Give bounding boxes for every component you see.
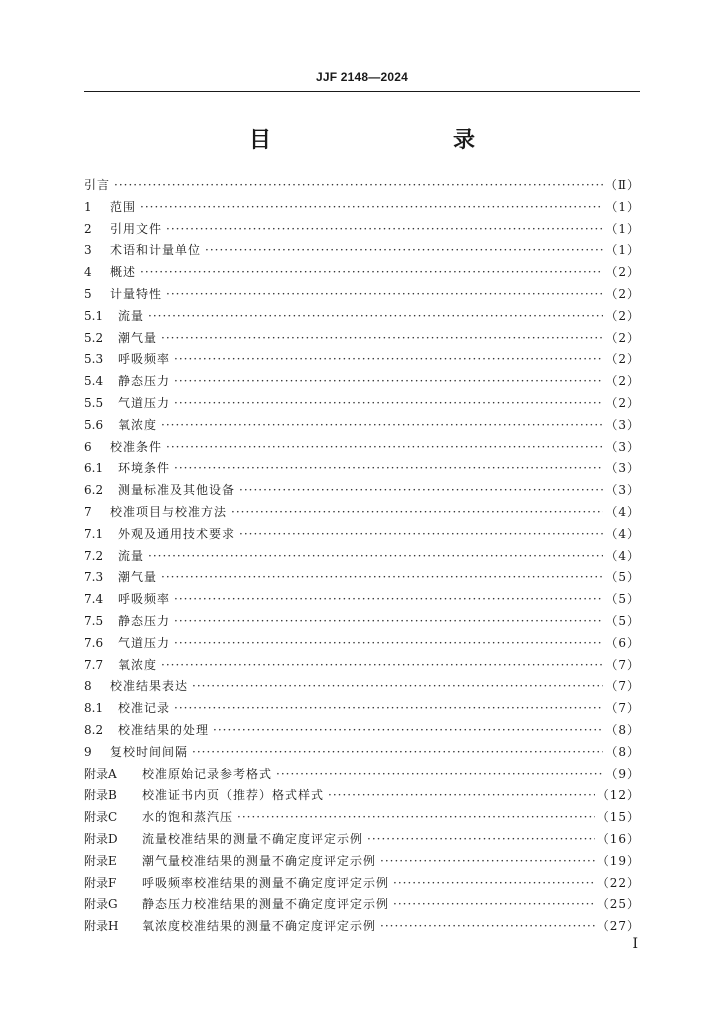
toc-dot-leader [166, 219, 603, 241]
toc-entry-number: 7.5 [84, 613, 104, 628]
toc-entry[interactable] [84, 873, 640, 895]
toc-dot-leader [161, 415, 603, 437]
toc-entry-label: 氧浓度 [118, 657, 158, 672]
toc-entry-label: 校准证书内页（推荐）格式样式 [142, 788, 325, 803]
toc-entry-page: （5） [605, 613, 640, 628]
toc-entry-page: （2） [605, 330, 640, 345]
toc-entry-page: （16） [596, 831, 640, 846]
toc-entry-number: 7.6 [84, 635, 104, 650]
toc-entry-page: （2） [605, 286, 640, 301]
toc-entry-label: 气道压力 [118, 395, 171, 410]
toc-dot-leader [114, 175, 603, 197]
toc-entry-label: 静态压力校准结果的测量不确定度评定示例 [142, 897, 390, 912]
toc-entry-label: 呼吸频率 [118, 592, 171, 607]
toc-entry-number: 2 [84, 221, 92, 236]
toc-entry-page: （7） [605, 701, 640, 716]
toc-entry-page: （3） [605, 483, 640, 498]
toc-entry-number: 7.2 [84, 548, 104, 563]
toc-entry-label: 引用文件 [110, 221, 163, 236]
toc-dot-leader [239, 524, 603, 546]
toc-dot-leader [174, 393, 603, 415]
toc-dot-leader [174, 698, 603, 720]
toc-entry-page: （2） [605, 374, 640, 389]
toc-dot-leader [239, 480, 603, 502]
toc-entry-page: （9） [605, 766, 640, 781]
toc-entry-number: 6.2 [84, 483, 104, 498]
toc-entry-page: （4） [605, 504, 640, 519]
toc-dot-leader [166, 437, 603, 459]
toc-entry-label: 潮气量 [118, 570, 158, 585]
toc-entry-number: 8.2 [84, 722, 104, 737]
toc-entry[interactable] [84, 589, 640, 611]
toc-entry-page: （22） [596, 875, 640, 890]
toc-dot-leader [380, 916, 595, 938]
toc-dot-leader [393, 873, 595, 895]
toc-entry-number: 附录D [84, 831, 118, 846]
toc-entry[interactable] [84, 306, 640, 328]
toc-entry[interactable] [84, 611, 640, 633]
toc-entry-page: （25） [596, 897, 640, 912]
toc-entry[interactable] [84, 437, 640, 459]
toc-entry[interactable] [84, 676, 640, 698]
toc-entry[interactable] [84, 502, 640, 524]
toc-entry-number: 7.4 [84, 592, 104, 607]
toc-entry[interactable] [84, 524, 640, 546]
toc-entry-number: 7.7 [84, 657, 104, 672]
toc-entry-label: 气道压力 [118, 635, 171, 650]
toc-entry-number: 附录H [84, 919, 119, 934]
header-divider [84, 91, 640, 92]
toc-entry[interactable] [84, 829, 640, 851]
toc-dot-leader [367, 829, 595, 851]
toc-entry-number: 9 [84, 744, 92, 759]
toc-entry-number: 附录E [84, 853, 117, 868]
toc-entry-label: 潮气量 [118, 330, 158, 345]
toc-entry-page: （4） [605, 548, 640, 563]
toc-entry[interactable] [84, 785, 640, 807]
toc-entry[interactable] [84, 916, 640, 938]
toc-entry[interactable] [84, 240, 640, 262]
toc-entry-page: （1） [605, 199, 640, 214]
toc-entry-label: 校准结果表达 [110, 679, 189, 694]
standard-code: JJF 2148—2024 [315, 70, 408, 84]
toc-dot-leader [192, 676, 603, 698]
toc-dot-leader [380, 851, 595, 873]
toc-entry-page: （3） [605, 461, 640, 476]
toc-entry-label: 呼吸频率校准结果的测量不确定度评定示例 [142, 875, 390, 890]
toc-entry-number: 8.1 [84, 701, 104, 716]
toc-entry-label: 计量特性 [110, 286, 163, 301]
toc-entry-label: 静态压力 [118, 613, 171, 628]
toc-dot-leader [166, 284, 603, 306]
toc-entry-page: （2） [605, 352, 640, 367]
toc-dot-leader [174, 371, 603, 393]
toc-dot-leader [140, 197, 603, 219]
toc-entry-label: 校准结果的处理 [118, 722, 210, 737]
toc-entry-label: 潮气量校准结果的测量不确定度评定示例 [142, 853, 377, 868]
toc-dot-leader [161, 328, 603, 350]
toc-entry-number: 附录G [84, 897, 118, 912]
toc-entry-label: 氧浓度校准结果的测量不确定度评定示例 [142, 919, 377, 934]
toc-entry-label: 校准条件 [110, 439, 163, 454]
toc-dot-leader [161, 567, 603, 589]
toc-entry-page: （2） [605, 308, 640, 323]
toc-entry-label: 范围 [110, 199, 137, 214]
toc-entry-number: 5.3 [84, 352, 104, 367]
toc-entry-page: （7） [605, 679, 640, 694]
toc-entry-page: （12） [596, 788, 640, 803]
toc-entry-number: 5.4 [84, 374, 104, 389]
toc-entry[interactable] [84, 546, 640, 568]
toc-dot-leader [237, 807, 595, 829]
toc-entry[interactable] [84, 480, 640, 502]
toc-entry-number: 6.1 [84, 461, 104, 476]
toc-dot-leader [205, 240, 603, 262]
toc-entry-number: 5 [84, 286, 92, 301]
toc-entry-page: （15） [596, 810, 640, 825]
toc-entry-page: （8） [605, 722, 640, 737]
toc-entry[interactable] [84, 371, 640, 393]
toc-entry[interactable] [84, 807, 640, 829]
toc-dot-leader [393, 894, 595, 916]
toc-dot-leader [192, 742, 603, 764]
toc-dot-leader [231, 502, 603, 524]
toc-dot-leader [174, 611, 603, 633]
toc-entry[interactable] [84, 633, 640, 655]
toc-entry-label: 环境条件 [118, 461, 171, 476]
toc-entry-label: 术语和计量单位 [110, 243, 202, 258]
toc-entry[interactable] [84, 764, 640, 786]
toc-entry[interactable] [84, 262, 640, 284]
toc-entry-page: （7） [605, 657, 640, 672]
toc-entry-page: （5） [605, 592, 640, 607]
toc-entry[interactable] [84, 328, 640, 350]
toc-entry-number: 3 [84, 243, 92, 258]
toc-dot-leader [276, 764, 603, 786]
toc-entry-page: （6） [605, 635, 640, 650]
page-title: 目 录 [248, 128, 521, 153]
toc-entry-page: （3） [605, 439, 640, 454]
toc-entry-number: 6 [84, 439, 92, 454]
toc-entry-page: （3） [605, 417, 640, 432]
toc-entry-label: 流量 [118, 548, 145, 563]
toc-dot-leader [161, 655, 603, 677]
toc-entry-number: 附录F [84, 875, 117, 890]
toc-entry-number: 5.6 [84, 417, 104, 432]
table-of-contents [84, 175, 640, 938]
toc-entry[interactable] [84, 655, 640, 677]
toc-entry-number: 8 [84, 679, 92, 694]
toc-entry-label: 流量 [118, 308, 145, 323]
page-number: Ⅰ [632, 936, 638, 952]
toc-entry[interactable] [84, 284, 640, 306]
toc-entry-label: 校准项目与校准方法 [110, 504, 228, 519]
toc-dot-leader [213, 720, 603, 742]
toc-entry-number: 1 [84, 199, 92, 214]
toc-dot-leader [174, 633, 603, 655]
toc-entry-number: 7.1 [84, 526, 104, 541]
toc-entry-number: 7 [84, 504, 92, 519]
toc-entry-label: 氧浓度 [118, 417, 158, 432]
toc-entry-page: （4） [605, 526, 640, 541]
toc-dot-leader [148, 306, 603, 328]
toc-dot-leader [140, 262, 603, 284]
toc-entry-label: 水的饱和蒸汽压 [142, 810, 234, 825]
toc-entry-label: 引言 [84, 178, 111, 192]
toc-entry[interactable] [84, 415, 640, 437]
toc-entry-label: 测量标准及其他设备 [118, 483, 236, 498]
toc-entry-number: 附录A [84, 766, 117, 781]
toc-entry-page: （2） [605, 395, 640, 410]
toc-entry-label: 概述 [110, 265, 137, 280]
toc-entry[interactable] [84, 349, 640, 371]
toc-entry-page: （27） [596, 919, 640, 934]
toc-dot-leader [328, 785, 595, 807]
toc-entry-number: 附录B [84, 788, 117, 803]
toc-entry[interactable] [84, 894, 640, 916]
toc-entry-label: 校准原始记录参考格式 [142, 766, 273, 781]
toc-entry-number: 7.3 [84, 570, 104, 585]
toc-entry[interactable] [84, 219, 640, 241]
toc-entry-label: 流量校准结果的测量不确定度评定示例 [142, 831, 364, 846]
toc-entry[interactable] [84, 742, 640, 764]
toc-entry-page: （8） [605, 744, 640, 759]
toc-entry-label: 外观及通用技术要求 [118, 526, 236, 541]
toc-entry-label: 校准记录 [118, 701, 171, 716]
toc-entry-page: （5） [605, 570, 640, 585]
toc-entry-page: （2） [605, 265, 640, 280]
toc-entry-label: 静态压力 [118, 374, 171, 389]
toc-entry-label: 复校时间间隔 [110, 744, 189, 759]
toc-entry-number: 5.1 [84, 308, 104, 323]
toc-entry[interactable] [84, 175, 640, 197]
toc-entry[interactable] [84, 197, 640, 219]
toc-dot-leader [174, 589, 603, 611]
toc-entry[interactable] [84, 720, 640, 742]
toc-dot-leader [148, 546, 603, 568]
toc-entry[interactable] [84, 458, 640, 480]
toc-dot-leader [174, 349, 603, 371]
toc-entry[interactable] [84, 567, 640, 589]
toc-entry-page: （Ⅱ） [604, 178, 640, 192]
toc-entry-number: 4 [84, 265, 92, 280]
toc-entry[interactable] [84, 393, 640, 415]
toc-entry-number: 5.2 [84, 330, 104, 345]
toc-entry-label: 呼吸频率 [118, 352, 171, 367]
toc-entry[interactable] [84, 698, 640, 720]
toc-entry-number: 附录C [84, 810, 118, 825]
toc-entry-page: （1） [605, 243, 640, 258]
toc-entry-number: 5.5 [84, 395, 104, 410]
toc-dot-leader [174, 458, 603, 480]
toc-entry-page: （19） [596, 853, 640, 868]
toc-entry[interactable] [84, 851, 640, 873]
toc-entry-page: （1） [605, 221, 640, 236]
